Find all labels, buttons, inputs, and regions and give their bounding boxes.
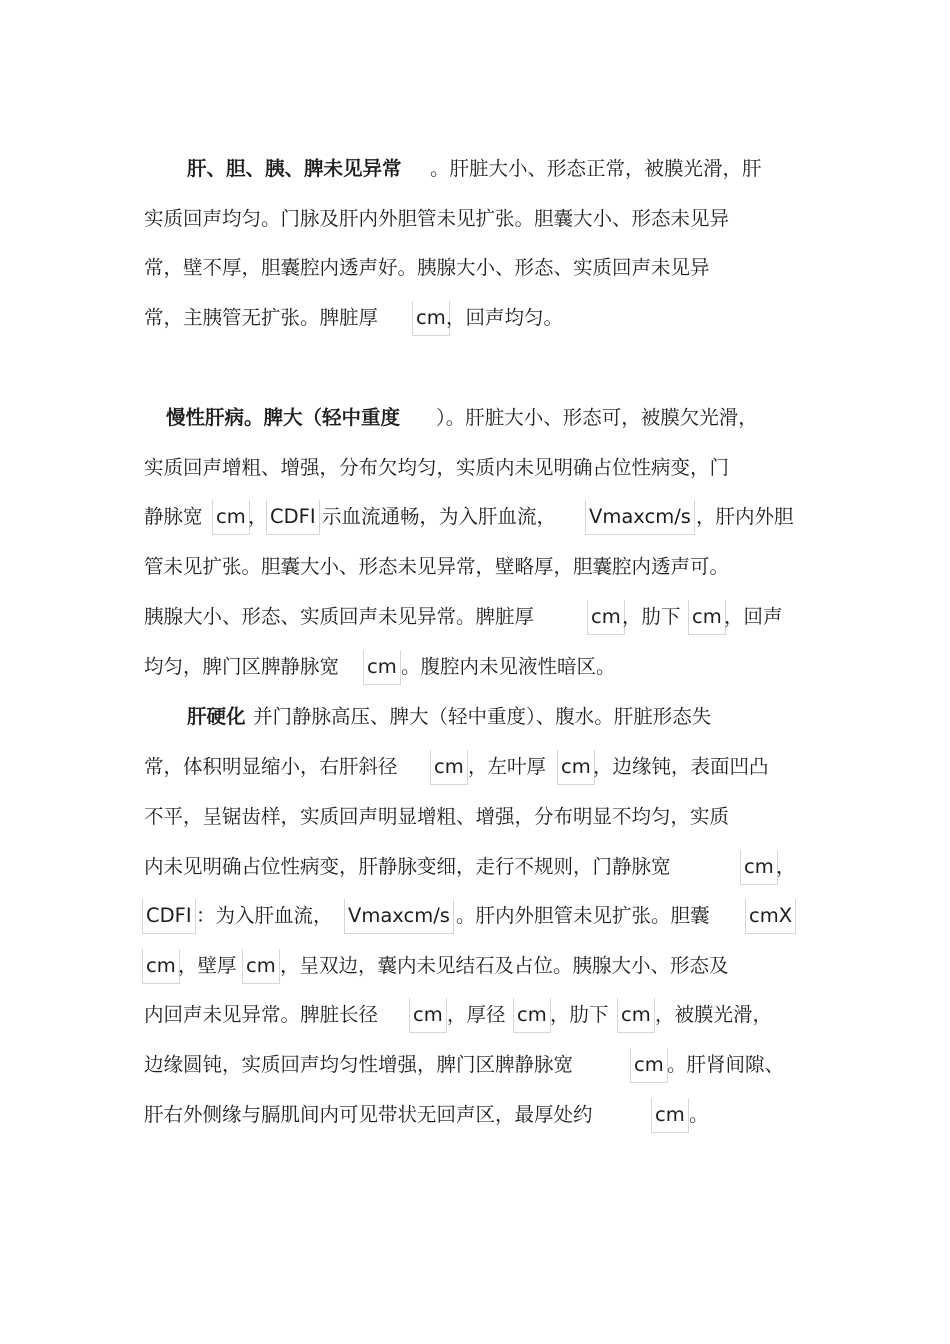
text-segment: 胰腺大小、形态、实质回声未见异常。脾脏厚 bbox=[144, 605, 535, 628]
measurement-field: cm bbox=[630, 1048, 668, 1083]
text-segment: 实质回声增粗、增强，分布欠均匀，实质内未见明确占位性病变，门 bbox=[144, 456, 730, 479]
text-segment: 肝右外侧缘与膈肌间内可见带状无回声区，最厚处约 bbox=[144, 1103, 593, 1126]
text-segment: 静脉宽 bbox=[144, 505, 203, 528]
measurement-field: cm bbox=[363, 650, 401, 685]
text-segment: 管未见扩张。胆囊大小、形态未见异常，壁略厚，胆囊腔内透声可。 bbox=[144, 555, 730, 578]
text-segment: ，边缘钝，表面凹凸 bbox=[593, 755, 769, 778]
measurement-field: cm bbox=[557, 750, 595, 785]
text-segment: ，壁厚 bbox=[178, 954, 237, 977]
measurement-field: cm bbox=[430, 750, 468, 785]
measurement-field: cm bbox=[651, 1098, 689, 1133]
measurement-field: cm bbox=[142, 949, 180, 984]
text-segment: 。肝内外胆管未见扩张。胆囊 bbox=[456, 904, 710, 927]
text-segment: 均匀，脾门区脾静脉宽 bbox=[144, 655, 340, 678]
text-segment: ，左叶厚 bbox=[468, 755, 547, 778]
text-segment: 并门静脉高压、脾大（轻中重度）、腹水。肝脏形态失 bbox=[253, 705, 712, 728]
text-segment: ， bbox=[776, 855, 796, 878]
text-segment: ，回声均匀。 bbox=[446, 306, 564, 329]
text-segment: ：为入肝血流， bbox=[196, 904, 333, 927]
text-segment: ，厚径 bbox=[447, 1003, 506, 1026]
measurement-field: cm bbox=[587, 600, 625, 635]
measurement-field: cm bbox=[513, 998, 551, 1033]
text-segment: ， bbox=[248, 505, 268, 528]
measurement-field: cm bbox=[242, 949, 280, 984]
text-segment: ，肋下 bbox=[550, 1003, 609, 1026]
measurement-field: cm bbox=[617, 998, 655, 1033]
text-segment: 常，主胰管无扩张。脾脏厚 bbox=[144, 306, 379, 329]
text-segment: 不平，呈锯齿样，实质回声明显增粗、增强，分布明显不均匀，实质 bbox=[144, 805, 730, 828]
text-segment: 。腹腔内未见液性暗区。 bbox=[401, 655, 616, 678]
measurement-field: cm bbox=[688, 600, 726, 635]
text-segment: 常，壁不厚，胆囊腔内透声好。胰腺大小、形态、实质回声未见异 bbox=[144, 256, 710, 279]
text-segment: ，回声 bbox=[724, 605, 783, 628]
measurement-field: cm bbox=[409, 998, 447, 1033]
diagnosis-heading: 慢性肝病。脾大（轻中重度 bbox=[166, 406, 401, 429]
text-segment: ，肋下 bbox=[622, 605, 681, 628]
text-segment: 内回声未见异常。脾脏长径 bbox=[144, 1003, 379, 1026]
measurement-field: cm bbox=[412, 301, 450, 336]
text-segment: 。肝肾间隙、 bbox=[667, 1053, 785, 1076]
text-segment: 边缘圆钝，实质回声均匀性增强，脾门区脾静脉宽 bbox=[144, 1053, 574, 1076]
text-segment: 常，体积明显缩小，右肝斜径 bbox=[144, 755, 398, 778]
measurement-field: CDFI bbox=[266, 500, 320, 535]
text-segment: 。 bbox=[689, 1103, 709, 1126]
text-segment: 。肝脏大小、形态正常，被膜光滑，肝 bbox=[430, 157, 762, 180]
text-segment: ，肝内外胆 bbox=[696, 505, 794, 528]
measurement-field: cm bbox=[740, 850, 778, 885]
text-segment: 实质回声均匀。门脉及肝内外胆管未见扩张。胆囊大小、形态未见异 bbox=[144, 207, 730, 230]
measurement-field: cm bbox=[212, 500, 250, 535]
text-segment: 示血流通畅，为入肝血流， bbox=[322, 505, 557, 528]
measurement-field: Vmaxcm/s bbox=[344, 899, 454, 934]
diagnosis-heading: 肝、胆、胰、脾未见异常 bbox=[187, 157, 402, 180]
diagnosis-heading: 肝硬化 bbox=[187, 705, 246, 728]
measurement-field: Vmaxcm/s bbox=[585, 500, 695, 535]
text-segment: ，被膜光滑， bbox=[655, 1003, 773, 1026]
text-segment: ，呈双边，囊内未见结石及占位。胰腺大小、形态及 bbox=[280, 954, 729, 977]
text-segment: 内未见明确占位性病变，肝静脉变细，走行不规则，门静脉宽 bbox=[144, 855, 671, 878]
text-segment: ）。肝脏大小、形态可，被膜欠光滑， bbox=[436, 406, 758, 429]
measurement-field: CDFI bbox=[142, 899, 196, 934]
measurement-field: cmX bbox=[745, 899, 796, 934]
